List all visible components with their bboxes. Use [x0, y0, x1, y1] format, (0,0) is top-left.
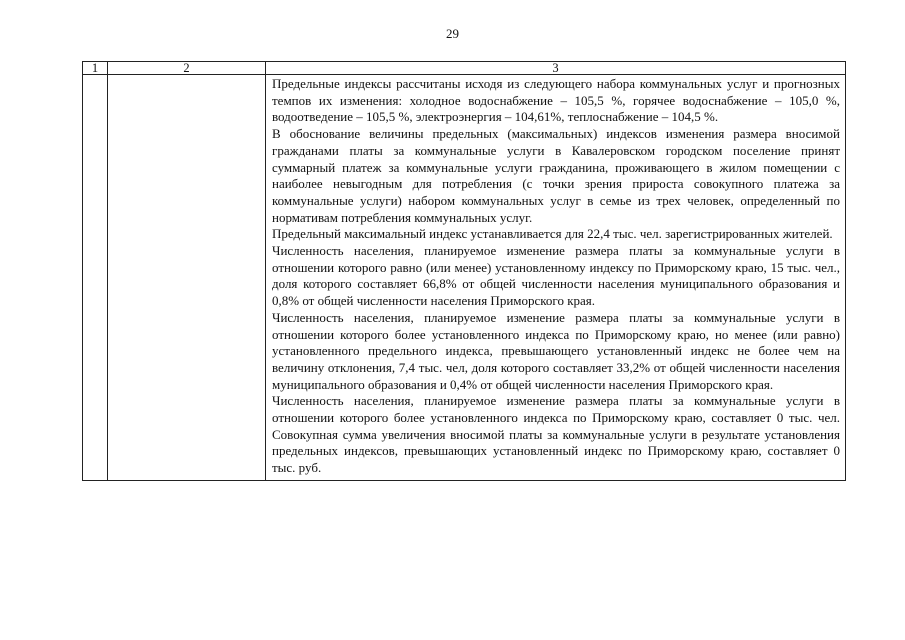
table-header-row — [83, 62, 846, 75]
document-table — [82, 61, 846, 481]
column-header-3: 3 — [266, 62, 846, 75]
column-header-1: 1 — [83, 62, 108, 75]
column-header-2: 2 — [108, 62, 266, 75]
table-body-row — [83, 75, 846, 481]
paragraph-population-above-index: Численность населения, планируемое изменение размера платы за коммунальные услуги в отношении которого более установленного индекса по Приморскому краю, составляет 0 тыс. чел. Совокупная сумма увеличения вносимой платы за коммунальные услуги в результате установления предельных индексов, превышающих установленный индекс по Приморскому краю, составляет 0 тыс. руб. — [272, 393, 840, 476]
column-1-cell — [83, 75, 108, 481]
paragraph-justification: В обоснование величины предельных (максимальных) индексов изменения размера вносимой гражданами платы за коммунальные услуги в Кавалеровском городском поселение принят суммарный платеж за коммунальные услуги гражданина, проживающего в жилом помещении с наиболее невыгодным для потребления (с точки зрения прироста совокупного платежа за коммунальные услуги) набором коммунальных услуг в семье из трех человек, определенный по нормативам потребления коммунальных услуг. — [272, 126, 840, 225]
paragraph-index-basket: Предельные индексы рассчитаны исходя из следующего набора коммунальных услуг и прогнозных темпов их изменения: холодное водоснабжение – 105,5 %, горячее водоснабжение – 105,0 %, водоотведение – 105,5 %, электроэнергия – 104,61%, теплоснабжение – 104,5 %. — [272, 76, 840, 125]
paragraph-population-below-index: Численность населения, планируемое изменение размера платы за коммунальные услуги в отношении которого равно (или менее) установленному индексу по Приморскому краю, 15 тыс. чел., доля которого составляет 66,8% от общей численности населения муниципального образования и 0,8% от общей численности населения Приморского края. — [272, 243, 840, 309]
column-3-cell — [266, 75, 846, 481]
page-number: 29 — [446, 26, 459, 41]
paragraph-registered-residents: Предельный максимальный индекс устанавливается для 22,4 тыс. чел. зарегистрированных жителей. — [272, 226, 833, 242]
column-2-cell — [108, 75, 266, 481]
paragraph-population-within-deviation: Численность населения, планируемое изменение размера платы за коммунальные услуги в отношении которого более установленного индекса по Приморскому краю, но менее (или равно) установленного предельного индекса, превышающего установленный индекс не более чем на величину отклонения, 7,4 тыс. чел, доля которого составляет 33,2% от общей численности населения муниципального образования и 0,4% от общей численности населения Приморского края. — [272, 309, 840, 392]
